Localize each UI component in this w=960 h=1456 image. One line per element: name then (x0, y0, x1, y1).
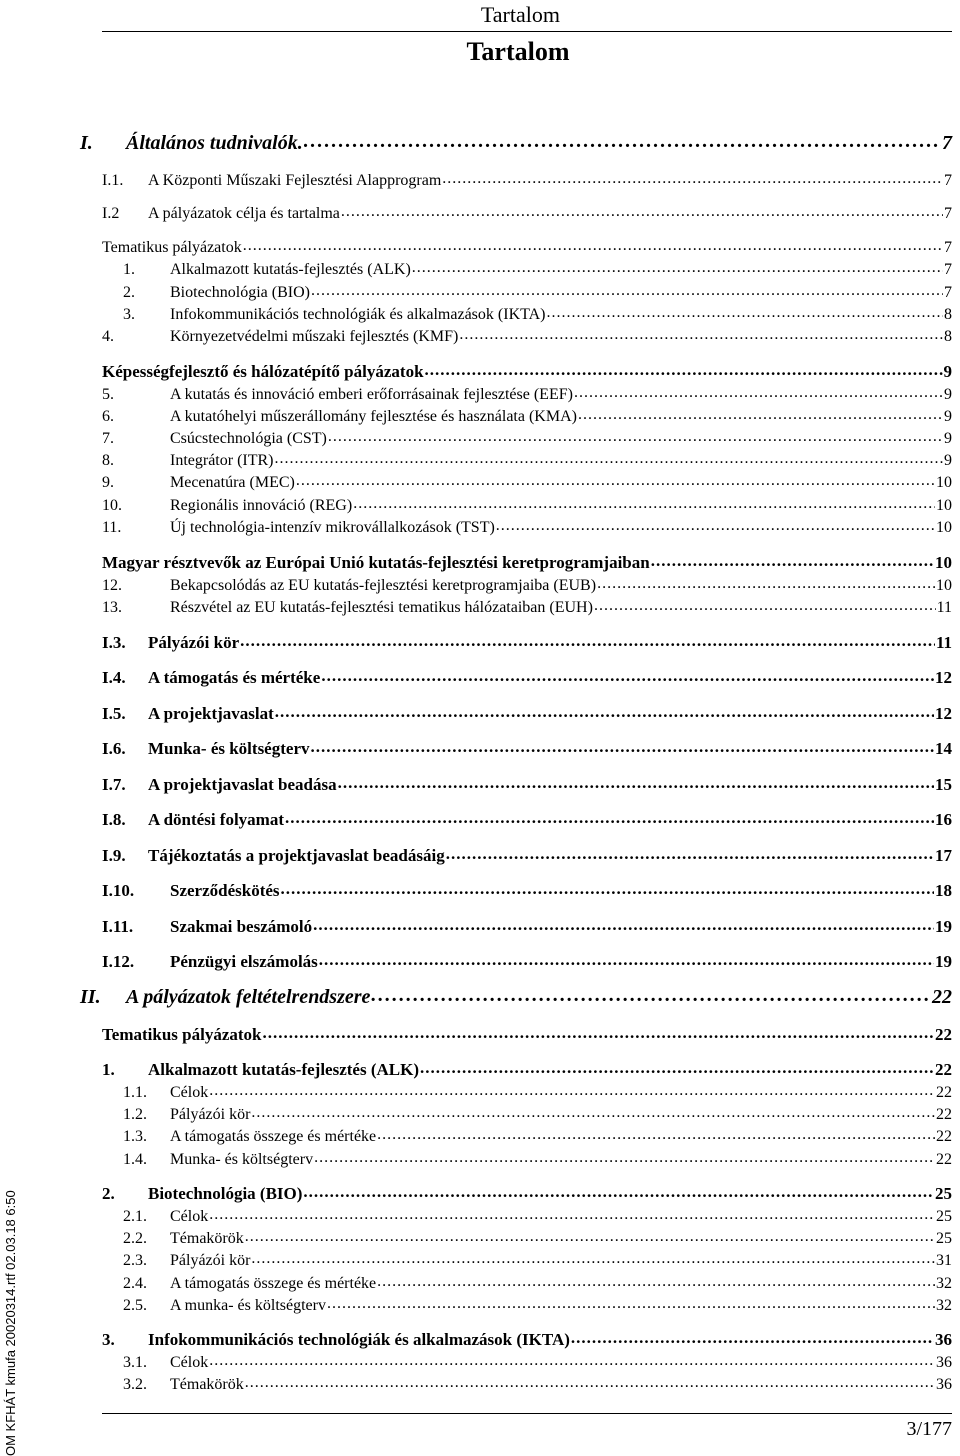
toc-dot-leader (459, 325, 943, 345)
toc-entry[interactable] (0, 1060, 952, 1080)
toc-entry[interactable] (0, 987, 952, 1007)
toc-entry-number: 2.1. (123, 1208, 147, 1225)
toc-entry-label: Célok (170, 1208, 209, 1225)
toc-dot-leader (327, 1294, 935, 1314)
toc-entry-page: 7 (944, 261, 952, 278)
toc-entry-page: 9 (944, 408, 952, 425)
toc-entry[interactable] (0, 473, 952, 493)
toc-entry-number: I.12. (102, 952, 135, 971)
toc-entry[interactable] (0, 1330, 952, 1350)
toc-entry[interactable] (0, 1184, 952, 1204)
toc-entry[interactable] (0, 704, 952, 724)
toc-entry-number: 3. (123, 306, 135, 323)
toc-entry[interactable] (0, 407, 952, 427)
toc-entry-label: Témakörök (170, 1376, 244, 1393)
toc-entry-page: 22 (935, 1025, 952, 1044)
toc-entry-page: 31 (936, 1252, 952, 1269)
running-header: Tartalom (480, 2, 560, 27)
toc-dot-leader (353, 494, 935, 514)
toc-entry-number: 10. (102, 497, 122, 514)
toc-entry-label: A támogatás összege és mértéke (170, 1275, 377, 1292)
toc-entry-page: 22 (932, 986, 952, 1008)
toc-dot-leader (311, 281, 943, 301)
toc-entry[interactable] (0, 576, 952, 596)
toc-entry-label: Tájékoztatás a projektjavaslat beadásáig (148, 846, 445, 865)
toc-entry-label: Új technológia-intenzív mikrovállalkozások (TST) (170, 519, 495, 536)
toc-entry-label: A projektjavaslat beadása (148, 775, 337, 794)
toc-entry[interactable] (0, 204, 952, 224)
toc-dot-leader (303, 1182, 934, 1202)
toc-entry[interactable] (0, 952, 952, 972)
toc-entry-number: 5. (102, 386, 114, 403)
toc-entry[interactable] (0, 810, 952, 830)
toc-entry-number: 2.2. (123, 1230, 147, 1247)
toc-dot-leader (496, 516, 935, 536)
toc-entry-number: 3.1. (123, 1354, 147, 1371)
toc-dot-leader (420, 1058, 934, 1078)
toc-entry-label: A kutatóhelyi műszerállomány fejlesztése és használata (KMA) (170, 408, 577, 425)
toc-entry-number: 11. (102, 519, 122, 536)
toc-entry-page: 25 (936, 1208, 952, 1225)
toc-entry-page: 25 (936, 1230, 952, 1247)
toc-dot-leader (310, 737, 934, 757)
toc-entry-number: 7. (102, 430, 114, 447)
toc-entry[interactable] (0, 1025, 952, 1045)
toc-entry-label: A kutatás és innováció emberi erőforrásainak fejlesztése (EEF) (170, 386, 573, 403)
toc-entry[interactable] (0, 1105, 952, 1125)
toc-entry-number: 12. (102, 577, 122, 594)
toc-entry-page: 9 (944, 452, 952, 469)
toc-entry[interactable] (0, 739, 952, 759)
toc-entry[interactable] (0, 496, 952, 516)
toc-entry[interactable] (0, 881, 952, 901)
toc-entry-number: 2.4. (123, 1275, 147, 1292)
toc-dot-leader (209, 1205, 935, 1225)
toc-entry-label: Képességfejlesztő és hálózatépítő pályázatok (102, 362, 424, 381)
toc-entry-page: 22 (936, 1151, 952, 1168)
toc-entry-page: 9 (944, 430, 952, 447)
toc-entry-number: 2.5. (123, 1297, 147, 1314)
toc-entry-page: 8 (944, 306, 952, 323)
toc-entry-label: Biotechnológia (BIO) (170, 284, 310, 301)
toc-entry-page: 32 (936, 1297, 952, 1314)
toc-entry-number: II. (80, 986, 101, 1008)
toc-entry-label: A Központi Műszaki Fejlesztési Alapprogram (148, 172, 442, 189)
toc-entry[interactable] (0, 451, 952, 471)
toc-entry-number: 2. (123, 284, 135, 301)
toc-dot-leader (275, 449, 943, 469)
toc-entry-label: Mecenatúra (MEC) (170, 474, 295, 491)
toc-entry-label: Alkalmazott kutatás-fejlesztés (ALK) (148, 1060, 419, 1079)
toc-entry-label: A projektjavaslat (148, 704, 274, 723)
toc-entry-number: 2.3. (123, 1252, 147, 1269)
toc-entry-page: 19 (935, 952, 952, 971)
toc-dot-leader (209, 1351, 935, 1371)
toc-dot-leader (651, 551, 934, 571)
toc-entry-number: 9. (102, 474, 114, 491)
toc-entry-number: I.5. (102, 704, 126, 723)
toc-entry-page: 22 (935, 1060, 952, 1079)
toc-entry-label: A döntési folyamat (148, 810, 284, 829)
toc-entry-page: 17 (935, 846, 952, 865)
toc-entry-label: Célok (170, 1084, 209, 1101)
toc-dot-leader (275, 702, 934, 722)
toc-entry-page: 8 (944, 328, 952, 345)
toc-entry-page: 18 (935, 881, 952, 900)
toc-entry[interactable] (0, 238, 952, 258)
toc-entry-label: Biotechnológia (BIO) (148, 1184, 303, 1203)
toc-entry-number: I.1. (102, 172, 124, 189)
toc-dot-leader (313, 915, 934, 935)
toc-entry-page: 9 (943, 362, 952, 381)
toc-entry-page: 14 (935, 739, 952, 758)
toc-entry-label: Pályázói kör (170, 1106, 251, 1123)
toc-entry-label: Részvétel az EU kutatás-fejlesztési tematikus hálózataiban (EUH) (170, 599, 593, 616)
toc-entry[interactable] (0, 598, 952, 618)
toc-dot-leader (412, 258, 943, 278)
toc-entry-number: I.9. (102, 846, 126, 865)
toc-entry-number: I.8. (102, 810, 126, 829)
toc-entry-label: Pályázói kör (170, 1252, 251, 1269)
toc-entry-page: 7 (944, 205, 952, 222)
toc-entry[interactable] (0, 775, 952, 795)
toc-entry[interactable] (0, 1083, 952, 1103)
toc-entry-page: 7 (942, 132, 952, 154)
toc-entry-number: 4. (102, 328, 114, 345)
toc-entry[interactable] (0, 518, 952, 538)
toc-entry-number: I.4. (102, 668, 126, 687)
toc-entry[interactable] (0, 171, 952, 191)
toc-dot-leader (328, 427, 943, 447)
toc-dot-leader (296, 471, 935, 491)
toc-dot-leader (251, 1103, 935, 1123)
page-number: 3/177 (906, 1418, 952, 1440)
toc-entry-label: Szerződéskötés (170, 881, 280, 900)
toc-entry-page: 9 (944, 386, 952, 403)
toc-dot-leader (547, 303, 944, 323)
toc-entry-number: 2. (102, 1184, 115, 1203)
toc-dot-leader (245, 1373, 935, 1393)
toc-entry-number: 1.2. (123, 1106, 147, 1123)
side-file-stamp: OM KFHÁT kmufa 20020314.rtf 02.03.18 6:50 (3, 1190, 18, 1456)
toc-entry-number: I.11. (102, 917, 134, 936)
toc-entry[interactable] (0, 283, 952, 303)
toc-entry[interactable] (0, 133, 952, 153)
toc-entry-number: 13. (102, 599, 122, 616)
toc-entry-page: 7 (944, 239, 952, 256)
toc-entry-page: 19 (935, 917, 952, 936)
toc-entry-label: A támogatás összege és mértéke (170, 1128, 377, 1145)
toc-entry-number: 1. (123, 261, 135, 278)
toc-entry-page: 22 (936, 1128, 952, 1145)
toc-entry-page: 10 (936, 497, 952, 514)
toc-entry-number: 1. (102, 1060, 115, 1079)
toc-entry-label: Tematikus pályázatok (102, 1025, 262, 1044)
toc-entry[interactable] (0, 1229, 952, 1249)
toc-dot-leader (425, 360, 943, 380)
toc-dot-leader (446, 844, 934, 864)
toc-dot-leader (341, 202, 943, 222)
toc-entry-number: I.7. (102, 775, 126, 794)
toc-entry[interactable] (0, 1375, 952, 1395)
toc-entry-page: 15 (935, 775, 952, 794)
toc-entry-page: 32 (936, 1275, 952, 1292)
toc-entry-page: 11 (935, 633, 952, 652)
toc-entry-label: A pályázatok feltételrendszere (126, 986, 371, 1008)
toc-dot-leader (319, 950, 934, 970)
toc-entry[interactable] (0, 846, 952, 866)
toc-dot-leader (578, 405, 943, 425)
toc-entry-page: 10 (936, 577, 952, 594)
toc-entry-page: 11 (936, 599, 952, 616)
toc-dot-leader (321, 666, 934, 686)
toc-entry-label: Pályázói kör (148, 633, 240, 652)
toc-entry-page: 16 (935, 810, 952, 829)
toc-entry-label: Munka- és költségterv (170, 1151, 314, 1168)
toc-entry-page: 36 (936, 1354, 952, 1371)
toc-entry[interactable] (0, 260, 952, 280)
toc-dot-leader (251, 1249, 935, 1269)
toc-entry[interactable] (0, 1296, 952, 1316)
toc-entry-label: Infokommunikációs technológiák és alkalmazások (IKTA) (148, 1330, 570, 1349)
toc-entry-label: A munka- és költségterv (170, 1297, 326, 1314)
toc-entry-page: 36 (935, 1330, 952, 1349)
toc-entry-page: 25 (935, 1184, 952, 1203)
toc-dot-leader (240, 631, 935, 651)
toc-entry-label: Bekapcsolódás az EU kutatás-fejlesztési keretprogramjaiba (EUB) (170, 577, 597, 594)
toc-entry-page: 10 (935, 553, 952, 572)
toc-entry-number: I.10. (102, 881, 135, 900)
toc-entry[interactable] (0, 1207, 952, 1227)
toc-entry-page: 36 (936, 1376, 952, 1393)
toc-entry-page: 12 (935, 704, 952, 723)
toc-entry-label: Regionális innováció (REG) (170, 497, 353, 514)
toc-entry-number: I.2 (102, 205, 120, 222)
toc-dot-leader (574, 383, 943, 403)
toc-entry-label: Környezetvédelmi műszaki fejlesztés (KMF) (170, 328, 459, 345)
document-title: Tartalom (466, 37, 570, 66)
toc-entry-page: 10 (936, 519, 952, 536)
toc-dot-leader (304, 131, 941, 151)
toc-entry[interactable] (0, 385, 952, 405)
toc-entry[interactable] (0, 429, 952, 449)
toc-dot-leader (594, 596, 936, 616)
toc-dot-leader (209, 1081, 935, 1101)
toc-entry-page: 12 (935, 668, 952, 687)
footer-rule (102, 1413, 952, 1414)
toc-entry-page: 10 (936, 474, 952, 491)
toc-entry[interactable] (0, 327, 952, 347)
toc-entry[interactable] (0, 1353, 952, 1373)
toc-dot-leader (338, 773, 934, 793)
toc-dot-leader (245, 1227, 935, 1247)
toc-entry-label: A támogatás és mértéke (148, 668, 321, 687)
toc-entry-number: 1.3. (123, 1128, 147, 1145)
toc-entry-label: Csúcstechnológia (CST) (170, 430, 327, 447)
toc-entry[interactable] (0, 305, 952, 325)
toc-dot-leader (281, 879, 934, 899)
toc-entry[interactable] (0, 553, 952, 573)
toc-entry-label: Témakörök (170, 1230, 244, 1247)
toc-entry-label: Szakmai beszámoló (170, 917, 313, 936)
toc-entry-number: I.3. (102, 633, 126, 652)
toc-entry-number: I. (80, 132, 93, 154)
toc-dot-leader (377, 1272, 935, 1292)
toc-entry-label: Általános tudnivalók. (126, 132, 303, 154)
toc-entry[interactable] (0, 668, 952, 688)
toc-entry-label: Alkalmazott kutatás-fejlesztés (ALK) (170, 261, 411, 278)
toc-dot-leader (262, 1023, 934, 1043)
toc-entry-page: 22 (936, 1084, 952, 1101)
toc-entry[interactable] (0, 1251, 952, 1271)
toc-entry-label: Tematikus pályázatok (102, 239, 242, 256)
toc-dot-leader (285, 808, 934, 828)
toc-entry[interactable] (0, 633, 952, 653)
toc-dot-leader (597, 574, 935, 594)
toc-entry[interactable] (0, 362, 952, 382)
toc-entry[interactable] (0, 1127, 952, 1147)
toc-entry-number: 6. (102, 408, 114, 425)
toc-dot-leader (442, 169, 943, 189)
toc-dot-leader (377, 1125, 935, 1145)
toc-entry-number: 8. (102, 452, 114, 469)
toc-dot-leader (571, 1328, 934, 1348)
toc-entry-number: 1.1. (123, 1084, 147, 1101)
toc-entry-label: Infokommunikációs technológiák és alkalmazások (IKTA) (170, 306, 546, 323)
toc-entry[interactable] (0, 1274, 952, 1294)
toc-dot-leader (243, 236, 943, 256)
toc-entry-label: Pénzügyi elszámolás (170, 952, 318, 971)
toc-entry-number: I.6. (102, 739, 126, 758)
toc-entry-label: Integrátor (ITR) (170, 452, 274, 469)
toc-entry-page: 7 (944, 284, 952, 301)
toc-entry-label: Célok (170, 1354, 209, 1371)
toc-entry[interactable] (0, 917, 952, 937)
toc-entry-label: A pályázatok célja és tartalma (148, 205, 340, 222)
toc-entry-label: Munka- és költségterv (148, 739, 310, 758)
toc-entry-label: Magyar résztvevők az Európai Unió kutatás-fejlesztési keretprogramjaiban (102, 553, 650, 572)
toc-entry-page: 7 (944, 172, 952, 189)
toc-entry-page: 22 (936, 1106, 952, 1123)
toc-entry-number: 3.2. (123, 1376, 147, 1393)
toc-dot-leader (314, 1148, 935, 1168)
toc-entry-number: 3. (102, 1330, 115, 1349)
toc-entry-number: 1.4. (123, 1151, 147, 1168)
toc-entry[interactable] (0, 1150, 952, 1170)
toc-dot-leader (371, 985, 931, 1005)
